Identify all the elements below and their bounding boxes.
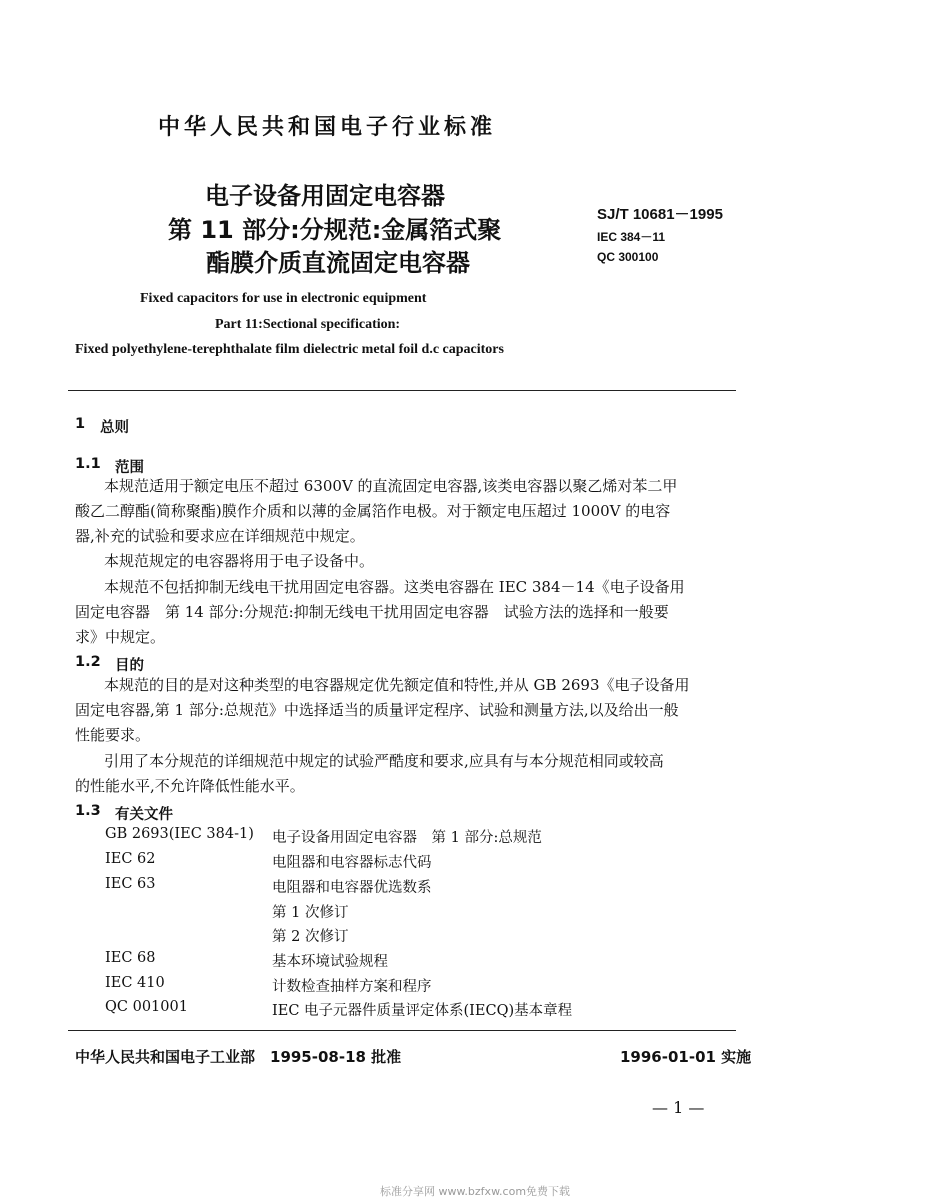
ref-doc-desc: 电阻器和电容器标志代码 — [272, 855, 432, 871]
section-1-1-title: 范围 — [115, 460, 144, 476]
header-divider — [68, 390, 736, 391]
standard-category: 中华人民共和国电子行业标准 — [158, 115, 497, 140]
approval-statement: 中华人民共和国电子工业部 1995-08-18 批准 — [75, 1048, 402, 1066]
standard-code-sjt: SJ/T 10681－1995 — [597, 206, 723, 223]
section-1-2-title: 目的 — [115, 658, 144, 674]
implementation-date: 1996-01-01 实施 — [620, 1048, 752, 1066]
footer-divider — [68, 1030, 736, 1031]
scope-para1-line3: 器,补充的试验和要求应在详细规范中规定。 — [75, 527, 365, 545]
ref-doc-code: QC 001001 — [105, 999, 188, 1015]
section-1-1-number: 1.1 — [75, 456, 101, 472]
section-1-number: 1 — [75, 416, 86, 432]
section-1-title: 总则 — [100, 420, 129, 436]
scope-para2: 本规范规定的电容器将用于电子设备中。 — [104, 552, 375, 570]
section-1-3-number: 1.3 — [75, 803, 101, 819]
scope-para3-line3: 求》中规定。 — [75, 628, 166, 646]
ref-doc-code: IEC 68 — [105, 950, 156, 966]
ref-doc-desc: 电阻器和电容器优选数系 — [272, 880, 432, 896]
purpose-para2-line2: 的性能水平,不允许降低性能水平。 — [75, 777, 305, 795]
ref-doc-desc: IEC 电子元器件质量评定体系(IECQ)基本章程 — [272, 1003, 573, 1019]
purpose-para1-line3: 性能要求。 — [75, 726, 151, 744]
ref-doc-desc: 基本环境试验规程 — [272, 954, 388, 970]
title-en-line1: Fixed capacitors for use in electronic equipment — [140, 291, 427, 306]
title-cn-line2: 第 11 部分:分规范:金属箔式聚 — [168, 216, 502, 244]
ref-doc-code: GB 2693(IEC 384-1) — [105, 826, 254, 842]
watermark: 标准分享网 www.bzfxw.com免费下载 — [379, 1185, 571, 1198]
ref-doc-desc: 电子设备用固定电容器 第 1 部分:总规范 — [272, 830, 542, 846]
ref-doc-code: IEC 410 — [105, 975, 165, 991]
title-cn-line3: 酯膜介质直流固定电容器 — [206, 249, 470, 277]
ref-doc-desc: 计数检查抽样方案和程序 — [272, 979, 432, 995]
scope-para1-line2: 酸乙二醇酯(简称聚酯)膜作介质和以薄的金属箔作电极。对于额定电压超过 1000V 的电容 — [75, 502, 671, 520]
title-cn-line1: 电子设备用固定电容器 — [205, 182, 445, 210]
title-en-line2: Part 11:Sectional specification: — [215, 317, 401, 332]
standard-code-iec: IEC 384－11 — [597, 230, 666, 244]
purpose-para2-line1: 引用了本分规范的详细规范中规定的试验严酷度和要求,应具有与本分规范相同或较高 — [104, 752, 664, 770]
ref-doc-code: IEC 62 — [105, 851, 156, 867]
scope-para3-line1: 本规范不包括抑制无线电干扰用固定电容器。这类电容器在 IEC 384－14《电子设备用 — [104, 578, 685, 596]
ref-doc-desc: 第 2 次修订 — [272, 929, 349, 945]
ref-doc-code: IEC 63 — [105, 876, 156, 892]
title-en-line3: Fixed polyethylene-terephthalate film dielectric metal foil d.c capacitors — [75, 342, 504, 357]
scope-para3-line2: 固定电容器 第 14 部分:分规范:抑制无线电干扰用固定电容器 试验方法的选择和一般要 — [75, 603, 669, 621]
purpose-para1-line2: 固定电容器,第 1 部分:总规范》中选择适当的质量评定程序、试验和测量方法,以及给出一般 — [75, 701, 679, 719]
section-1-2-number: 1.2 — [75, 654, 101, 670]
ref-doc-desc: 第 1 次修订 — [272, 905, 349, 921]
standard-code-qc: QC 300100 — [597, 250, 659, 264]
section-1-3-title: 有关文件 — [115, 807, 173, 823]
scope-para1-line1: 本规范适用于额定电压不超过 6300V 的直流固定电容器,该类电容器以聚乙烯对苯二甲 — [104, 477, 678, 495]
purpose-para1-line1: 本规范的目的是对这种类型的电容器规定优先额定值和特性,并从 GB 2693《电子设备用 — [104, 676, 690, 694]
page-number: — 1 — — [652, 1098, 705, 1117]
